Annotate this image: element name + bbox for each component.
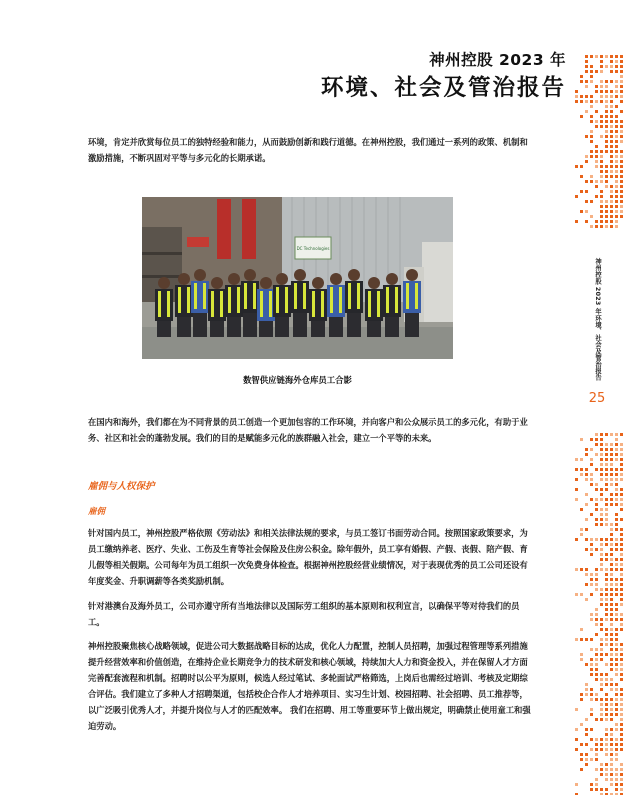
top-dot-pattern: [572, 52, 624, 230]
report-subtitle: 神州控股 2023 年: [429, 51, 566, 69]
warehouse-sign-text: DC Technologies: [296, 246, 330, 251]
paragraph-recruitment: 神州控股聚焦核心战略领域，促进公司大数据战略目标的达成，优化人力配置，控制人员招聘，加强过程管理等系列措施提升经营效率和价值创造，在维持企业长期竞争力的技术研发和核心领域，持续加大人力和资金投入，并在保留人才方面完善配套流程和机制。招聘时以公平为原则，候选人经过笔试、多轮面试严格筛选，上岗后也需经过培训、考核及定期综合评估。我们建立了多种人才招聘渠道，包括校企合作人才培养项目、实习生计划、校园招聘、社会招聘、员工推荐等，以广泛吸引优秀人才，并提升岗位与人才的匹配效率。 我们在招聘、用工等重要环节上做出规定，明确禁止使用童工和强迫劳动。: [88, 641, 531, 731]
sidebar-report-label: 神州控股 2023 年环境、社会及管治报告: [594, 258, 601, 381]
staff-group-photo: [142, 197, 453, 359]
section-heading-employment-human-rights: 雇佣与人权保护: [88, 481, 155, 492]
bottom-dot-pattern: [572, 430, 624, 795]
paragraph-diversity: 在国内和海外，我们都在为不同背景的员工创造一个更加包容的工作环境，并向客户和公众展示员工的多元化，有助于业务、社区和社会的蓬勃发展。我们的目的是赋能多元化的族群融入社会，建立一个平等的未来。: [88, 417, 528, 443]
intro-paragraph: 环境，肯定并欣赏每位员工的独特经验和能力，从而鼓励创新和践行道德。在神州控股，我们通过一系列的政策、机制和激励措施，不断巩固对平等与多元化的长期承诺。: [88, 137, 528, 163]
page-number: 25: [588, 391, 606, 406]
photo-caption: 数智供应链海外仓库员工合影: [243, 375, 352, 385]
report-title: 环境、社会及管治报告: [320, 75, 566, 101]
subheading-employment: 雇佣: [88, 507, 106, 517]
paragraph-overseas-employees: 针对港澳台及海外员工，公司亦遵守所有当地法律以及国际劳工组织的基本原则和权利宣言，以确保平等对待我们的员工。: [88, 601, 520, 627]
paragraph-domestic-employees: 针对国内员工，神州控股严格依照《劳动法》和相关法律法规的要求，与员工签订书面劳动合同。按照国家政策要求，为员工缴纳养老、医疗、失业、工伤及生育等社会保险及住房公积金。除年假外，员工享有婚假、产假、丧假、陪产假、育儿假等相关假期。公司每年为员工组织一次免费身体检查。根据神州控股经营业绩情况，对于表现优秀的员工公司还设有年度奖金、升职调薪等各类奖励机制。: [88, 528, 528, 586]
